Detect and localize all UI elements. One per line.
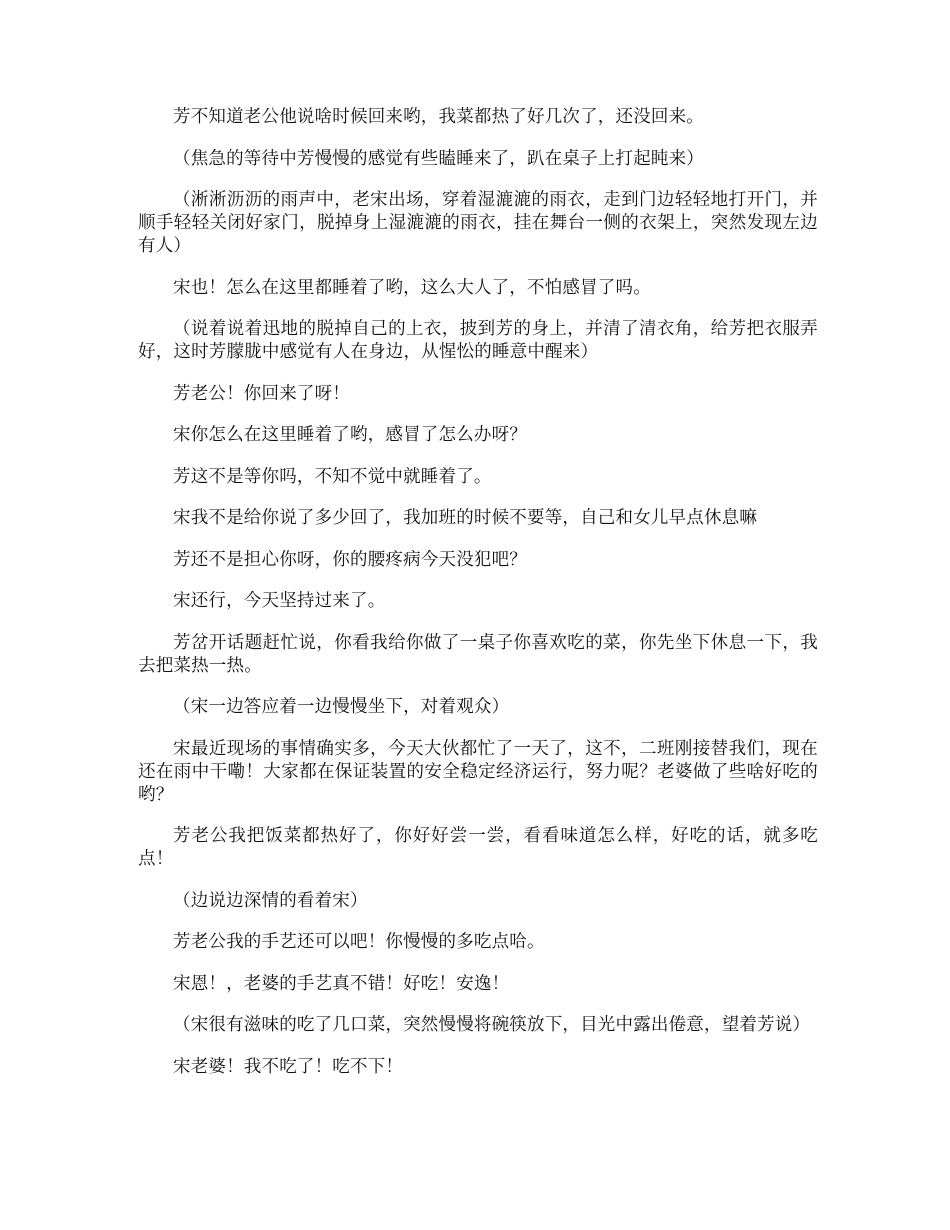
stage-direction-6: （宋很有滋味的吃了几口菜，突然慢慢将碗筷放下，目光中露出倦意，望着芳说） <box>173 1015 811 1035</box>
paragraph-1: 芳不知道老公他说啥时候回来哟，我菜都热了好几次了，还没回来。 <box>173 107 704 127</box>
paragraph-11: 芳老公我把饭菜都热好了，你好好尝一尝，看看味道怎么样，好吃的话，就多吃点！ <box>138 826 818 869</box>
paragraph-14: 宋老婆！我不吃了！吃不下！ <box>173 1056 404 1077</box>
paragraph-3: 芳老公！你回来了呀！ <box>173 383 350 404</box>
paragraph-9: 芳岔开话题赶忙说，你看我给你做了一桌子你喜欢吃的菜，你先坐下休息一下，我去把菜热一热。 <box>138 632 818 676</box>
stage-direction-2: （淅淅沥沥的雨声中，老宋出场，穿着湿漉漉的雨衣，走到门边轻轻地打开门，并顺手轻轻关闭好家门，脱掉身上湿漉漉的雨衣，挂在舞台一侧的衣架上，突然发现左边有人） <box>138 190 818 256</box>
paragraph-8: 宋还行，今天坚持过来了。 <box>173 591 386 611</box>
stage-direction-5: （边说边深情的看着宋） <box>173 890 368 911</box>
paragraph-12: 芳老公我的手艺还可以吧！你慢慢的多吃点哈。 <box>173 932 545 952</box>
paragraph-5: 芳这不是等你吗，不知不觉中就睡着了。 <box>173 466 492 487</box>
stage-direction-1: （焦急的等待中芳慢慢的感觉有些瞌睡来了，趴在桌子上打起盹来） <box>173 148 704 169</box>
paragraph-13: 宋恩！，老婆的手艺真不错！好吃！安逸！ <box>173 973 510 994</box>
paragraph-6: 宋我不是给你说了多少回了，我加班的时候不要等，自己和女儿早点休息嘛 <box>173 508 758 528</box>
document-body <box>138 106 818 1097</box>
stage-direction-4: （宋一边答应着一边慢慢坐下，对着观众） <box>173 697 510 717</box>
paragraph-10: 宋最近现场的事情确实多，今天大伙都忙了一天了，这不，二班刚接替我们，现在还在雨中干嘞！大家都在保证装置的安全稳定经济运行，努力呢？老婆做了些啥好吃的哟？ <box>138 738 818 805</box>
paragraph-4: 宋你怎么在这里睡着了哟，感冒了怎么办呀？ <box>173 425 527 445</box>
stage-direction-3: （说着说着迅地的脱掉自己的上衣，披到芳的身上，并清了清衣角，给芳把衣服弄好，这时芳朦胧中感觉有人在身边，从惺忪的睡意中醒来） <box>138 319 818 362</box>
paragraph-7: 芳还不是担心你呀，你的腰疼病今天没犯吧？ <box>173 549 527 570</box>
paragraph-2: 宋也！怎么在这里都睡着了哟，这么大人了，不怕感冒了吗。 <box>173 277 651 298</box>
